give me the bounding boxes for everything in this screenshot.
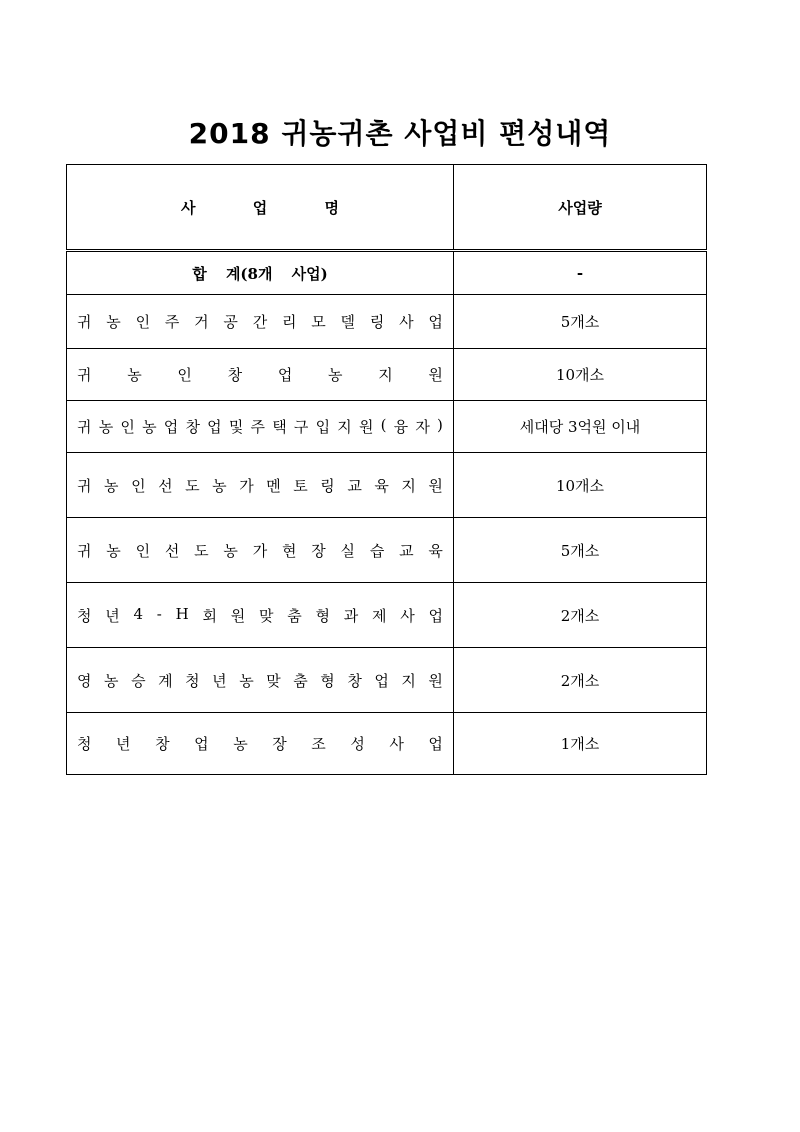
business-name-char: 귀 <box>77 366 92 384</box>
business-name-char: 귀 <box>77 476 92 495</box>
business-name-char: 성 <box>350 735 365 753</box>
quantity-cell: 2개소 <box>454 583 707 648</box>
business-name-char: 사 <box>400 606 415 625</box>
business-name-char: 원 <box>428 671 443 690</box>
business-name-char: 간 <box>252 313 268 331</box>
business-name <box>67 364 453 385</box>
business-name-char: 현 <box>281 541 297 560</box>
business-name-char: H <box>175 604 189 623</box>
business-name-char: 링 <box>369 313 385 331</box>
table-row <box>67 648 707 713</box>
business-name <box>67 733 453 754</box>
business-name-char: 형 <box>320 671 335 690</box>
table-row <box>67 349 707 401</box>
business-name-char: 귀 <box>77 313 92 331</box>
quantity-cell: 5개소 <box>454 518 707 583</box>
business-name-char: 농 <box>104 476 119 495</box>
business-name-char: 회 <box>202 606 217 625</box>
business-name-char: 영 <box>77 671 92 690</box>
business-name-char: 교 <box>347 476 362 495</box>
business-name-char: 인 <box>120 418 135 436</box>
total-quantity: - <box>454 251 707 295</box>
business-name-char: 맞 <box>258 606 274 625</box>
business-name-char: 도 <box>185 476 200 495</box>
business-name-cell <box>67 518 454 583</box>
business-name-char: 육 <box>374 476 389 495</box>
business-name-char: 원 <box>230 606 246 625</box>
business-name-char: 농 <box>328 366 343 384</box>
business-name-char: 과 <box>343 606 359 625</box>
total-label: 합 계(8개 사업) <box>192 264 328 283</box>
business-name-char: 업 <box>207 418 222 436</box>
business-name-char: 청 <box>77 735 92 753</box>
business-name-char: 사 <box>399 313 414 331</box>
business-name-char: 장 <box>311 541 326 560</box>
business-name <box>67 605 453 626</box>
business-name-char: 주 <box>250 418 265 436</box>
business-name-char: 멘 <box>266 476 281 495</box>
business-name-char: 선 <box>158 476 173 495</box>
business-name-cell <box>67 453 454 518</box>
business-name-char: 농 <box>104 671 119 690</box>
header-business-name-label: 사 업 명 <box>181 198 365 217</box>
business-name-char: 업 <box>374 671 389 690</box>
business-name-char: 계 <box>158 671 173 690</box>
business-name-char: 농 <box>223 541 238 560</box>
business-name-char: 자 <box>415 418 430 436</box>
business-name-char: 습 <box>369 541 385 560</box>
business-name-char: 원 <box>428 476 443 495</box>
business-name-char: 구 <box>293 418 309 436</box>
business-name-char: 청 <box>77 606 92 625</box>
business-name-char: 제 <box>371 606 387 625</box>
business-name-char: 농 <box>239 671 254 690</box>
business-name-char: 농 <box>212 476 227 495</box>
business-name-char: 청 <box>185 671 200 690</box>
quantity-cell: 1개소 <box>454 713 707 775</box>
business-name-char: 사 <box>389 735 404 753</box>
business-name-char: 창 <box>347 671 362 690</box>
business-name-char: 델 <box>340 313 356 331</box>
business-name-char: 인 <box>135 541 151 560</box>
business-name-char: 리 <box>281 313 297 331</box>
business-name-char: 업 <box>277 366 293 384</box>
business-name-char: 업 <box>428 606 443 625</box>
business-name-char: 지 <box>337 418 352 436</box>
business-name-cell <box>67 583 454 648</box>
business-name-char: 업 <box>194 735 209 753</box>
budget-table <box>66 164 707 775</box>
business-name-cell <box>67 648 454 713</box>
business-name-char: 모 <box>311 313 326 331</box>
business-name-cell <box>67 401 454 453</box>
business-name-char: 인 <box>177 366 192 384</box>
business-name-char: 농 <box>106 313 121 331</box>
business-name-char: 맞 <box>266 671 281 690</box>
business-name-char: 교 <box>399 541 414 560</box>
business-name-char: 귀 <box>77 418 92 436</box>
quantity-cell: 10개소 <box>454 453 707 518</box>
business-name-char: 조 <box>311 735 326 753</box>
business-name-char: 공 <box>223 313 238 331</box>
business-name-char: 도 <box>194 541 209 560</box>
business-name-char: 농 <box>233 735 248 753</box>
business-name-char: - <box>156 604 162 623</box>
business-name-char: 지 <box>401 476 416 495</box>
business-name-char: 택 <box>272 418 287 436</box>
table-row <box>67 453 707 518</box>
business-name-char: 인 <box>131 476 146 495</box>
business-name-char: ( <box>380 416 387 434</box>
table-row <box>67 713 707 775</box>
business-name-char: 귀 <box>77 541 92 560</box>
business-name-char: 원 <box>358 418 374 436</box>
business-name-char: 토 <box>293 476 308 495</box>
business-name-char: 지 <box>401 671 416 690</box>
business-name-char: 년 <box>105 606 120 625</box>
business-name-char: 업 <box>428 313 443 331</box>
quantity-cell: 5개소 <box>454 295 707 349</box>
business-name-char: 입 <box>315 418 331 436</box>
business-name-char: 실 <box>340 541 356 560</box>
business-name-char: 거 <box>194 313 209 331</box>
business-name-char: 원 <box>428 366 443 384</box>
business-name-char: 창 <box>185 418 200 436</box>
header-business-name <box>67 165 454 251</box>
business-name-char: 농 <box>106 541 121 560</box>
business-name-cell <box>67 713 454 775</box>
business-name-char: 업 <box>428 735 443 753</box>
table-row <box>67 401 707 453</box>
business-name <box>67 311 453 332</box>
business-name-char: 지 <box>378 366 393 384</box>
quantity-cell: 2개소 <box>454 648 707 713</box>
business-name-char: 주 <box>164 313 180 331</box>
business-name-char: 춤 <box>293 671 308 690</box>
table-row <box>67 518 707 583</box>
quantity-cell: 10개소 <box>454 349 707 401</box>
business-name-char: 농 <box>98 418 114 436</box>
business-name-char: 년 <box>212 671 227 690</box>
table-row <box>67 583 707 648</box>
business-name <box>67 416 453 437</box>
business-name-char: 장 <box>272 735 287 753</box>
business-name-char: ) <box>437 416 443 434</box>
business-name-char: 형 <box>315 606 330 625</box>
business-name <box>67 475 453 496</box>
business-name-char: 창 <box>227 366 243 384</box>
business-name-char: 가 <box>252 541 268 560</box>
business-name-cell <box>67 349 454 401</box>
business-name-cell <box>67 295 454 349</box>
business-name-char: 농 <box>127 366 142 384</box>
business-name-char: 인 <box>135 313 151 331</box>
business-name-char: 융 <box>393 418 409 436</box>
total-label-cell <box>67 251 454 295</box>
business-name-char: 춤 <box>287 606 302 625</box>
business-name-char: 4 <box>133 604 144 623</box>
business-name <box>67 540 453 561</box>
business-name-char: 가 <box>239 476 254 495</box>
business-name-char: 육 <box>428 541 443 560</box>
business-name-char: 링 <box>320 476 335 495</box>
table-row <box>67 295 707 349</box>
business-name-char: 창 <box>155 735 170 753</box>
header-quantity: 사업량 <box>454 165 707 251</box>
quantity-cell: 세대당 3억원 이내 <box>454 401 707 453</box>
business-name-char: 승 <box>131 671 146 690</box>
business-name <box>67 670 453 691</box>
business-name-char: 농 <box>142 418 157 436</box>
total-row <box>67 251 707 295</box>
business-name-char: 년 <box>116 735 131 753</box>
business-name-char: 선 <box>164 541 180 560</box>
business-name-char: 업 <box>163 418 179 436</box>
page-title: 2018 귀농귀촌 사업비 편성내역 <box>188 117 612 150</box>
table-header-row <box>67 165 707 251</box>
business-name-char: 및 <box>228 418 244 436</box>
